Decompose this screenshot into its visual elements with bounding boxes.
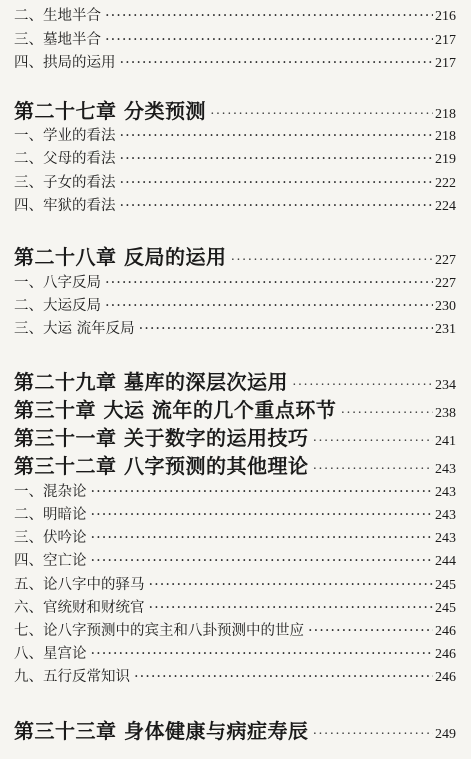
leader-dots xyxy=(312,722,433,748)
leader-dots xyxy=(105,296,433,316)
toc-chapter-entry[interactable] xyxy=(14,425,456,455)
toc-section-entry[interactable] xyxy=(14,598,456,619)
section-title: 三、墓地半合 xyxy=(14,32,101,48)
page-number: 246 xyxy=(435,624,456,639)
leader-dots xyxy=(134,667,433,687)
toc-section-entry[interactable] xyxy=(14,126,456,147)
leader-dots xyxy=(120,196,434,216)
page-number: 216 xyxy=(435,9,456,24)
page-number: 241 xyxy=(435,434,456,449)
toc-section-entry[interactable] xyxy=(14,173,456,194)
page-number: 222 xyxy=(435,176,456,191)
section-title: 四、空亡论 xyxy=(14,553,87,569)
chapter-title: 第三十一章 关于数字的运用技巧 xyxy=(14,426,309,450)
toc-section-entry[interactable] xyxy=(14,551,456,572)
toc-chapter-entry[interactable] xyxy=(14,453,456,483)
leader-dots xyxy=(149,598,434,618)
leader-dots xyxy=(308,621,433,641)
section-title: 四、拱局的运用 xyxy=(14,55,116,71)
toc-section-entry[interactable] xyxy=(14,196,456,217)
section-title: 三、伏吟论 xyxy=(14,530,87,546)
leader-dots xyxy=(105,273,433,293)
toc-section-entry[interactable] xyxy=(14,149,456,170)
page-number: 227 xyxy=(435,276,456,291)
leader-dots xyxy=(120,126,434,146)
section-title: 二、生地半合 xyxy=(14,8,101,24)
section-title: 四、牢狱的看法 xyxy=(14,198,116,214)
toc-section-entry[interactable] xyxy=(14,644,456,665)
page-number: 243 xyxy=(435,508,456,523)
section-title: 九、五行反常知识 xyxy=(14,669,130,685)
page-number: 227 xyxy=(435,253,456,268)
section-title: 七、论八字预测中的宾主和八卦预测中的世应 xyxy=(14,623,304,639)
page-number: 238 xyxy=(435,406,456,421)
section-title: 五、论八字中的驿马 xyxy=(14,577,145,593)
leader-dots xyxy=(120,149,434,169)
toc-section-entry[interactable] xyxy=(14,528,456,549)
page-number: 230 xyxy=(435,299,456,314)
toc-section-entry[interactable] xyxy=(14,319,456,340)
page-number: 244 xyxy=(435,554,456,569)
page-number: 246 xyxy=(435,670,456,685)
page-number: 224 xyxy=(435,199,456,214)
leader-dots xyxy=(312,457,433,483)
page-number: 245 xyxy=(435,578,456,593)
toc-section-entry[interactable] xyxy=(14,482,456,503)
leader-dots xyxy=(91,528,434,548)
section-title: 八、星宫论 xyxy=(14,646,87,662)
toc-chapter-entry[interactable] xyxy=(14,244,456,274)
leader-dots xyxy=(91,482,434,502)
leader-dots xyxy=(105,30,433,50)
chapter-title: 第二十八章 反局的运用 xyxy=(14,245,227,269)
page-number: 243 xyxy=(435,531,456,546)
toc-section-entry[interactable] xyxy=(14,53,456,74)
section-title: 一、八字反局 xyxy=(14,275,101,291)
page-number: 234 xyxy=(435,378,456,393)
leader-dots xyxy=(292,373,433,399)
toc-section-entry[interactable] xyxy=(14,6,456,27)
leader-dots xyxy=(91,644,434,664)
page-number: 217 xyxy=(435,56,456,71)
toc-section-entry[interactable] xyxy=(14,273,456,294)
chapter-title: 第三十章 大运 流年的几个重点环节 xyxy=(14,398,337,422)
section-title: 二、明暗论 xyxy=(14,507,87,523)
section-title: 三、子女的看法 xyxy=(14,175,116,191)
section-title: 一、混杂论 xyxy=(14,484,87,500)
leader-dots xyxy=(91,505,434,525)
page-number: 246 xyxy=(435,647,456,662)
page-number: 218 xyxy=(435,107,456,122)
leader-dots xyxy=(210,102,433,128)
toc-section-entry[interactable] xyxy=(14,575,456,596)
leader-dots xyxy=(120,53,434,73)
section-title: 一、学业的看法 xyxy=(14,128,116,144)
page-number: 219 xyxy=(435,152,456,167)
toc-section-entry[interactable] xyxy=(14,621,456,642)
toc-section-entry[interactable] xyxy=(14,505,456,526)
section-title: 三、大运 流年反局 xyxy=(14,321,135,337)
page-number: 217 xyxy=(435,33,456,48)
leader-dots xyxy=(120,173,434,193)
page-number: 245 xyxy=(435,601,456,616)
page-number: 218 xyxy=(435,129,456,144)
toc-chapter-entry[interactable] xyxy=(14,98,456,128)
page-number: 231 xyxy=(435,322,456,337)
toc-section-entry[interactable] xyxy=(14,667,456,688)
chapter-title: 第二十七章 分类预测 xyxy=(14,99,206,123)
toc-chapter-entry[interactable] xyxy=(14,397,456,427)
section-title: 二、大运反局 xyxy=(14,298,101,314)
chapter-title: 第三十三章 身体健康与病症寿辰 xyxy=(14,719,309,743)
leader-dots xyxy=(105,6,433,26)
section-title: 六、官统财和财统官 xyxy=(14,600,145,616)
chapter-title: 第三十二章 八字预测的其他理论 xyxy=(14,454,309,478)
leader-dots xyxy=(149,575,434,595)
toc-section-entry[interactable] xyxy=(14,296,456,317)
section-title: 二、父母的看法 xyxy=(14,151,116,167)
leader-dots xyxy=(139,319,433,339)
toc-section-entry[interactable] xyxy=(14,30,456,51)
leader-dots xyxy=(230,248,433,274)
leader-dots xyxy=(340,401,433,427)
page-number: 243 xyxy=(435,485,456,500)
chapter-title: 第二十九章 墓库的深层次运用 xyxy=(14,370,288,394)
toc-chapter-entry[interactable] xyxy=(14,718,456,748)
toc-chapter-entry[interactable] xyxy=(14,369,456,399)
page-number: 249 xyxy=(435,727,456,742)
leader-dots xyxy=(312,429,433,455)
page-number: 243 xyxy=(435,462,456,477)
leader-dots xyxy=(91,551,434,571)
